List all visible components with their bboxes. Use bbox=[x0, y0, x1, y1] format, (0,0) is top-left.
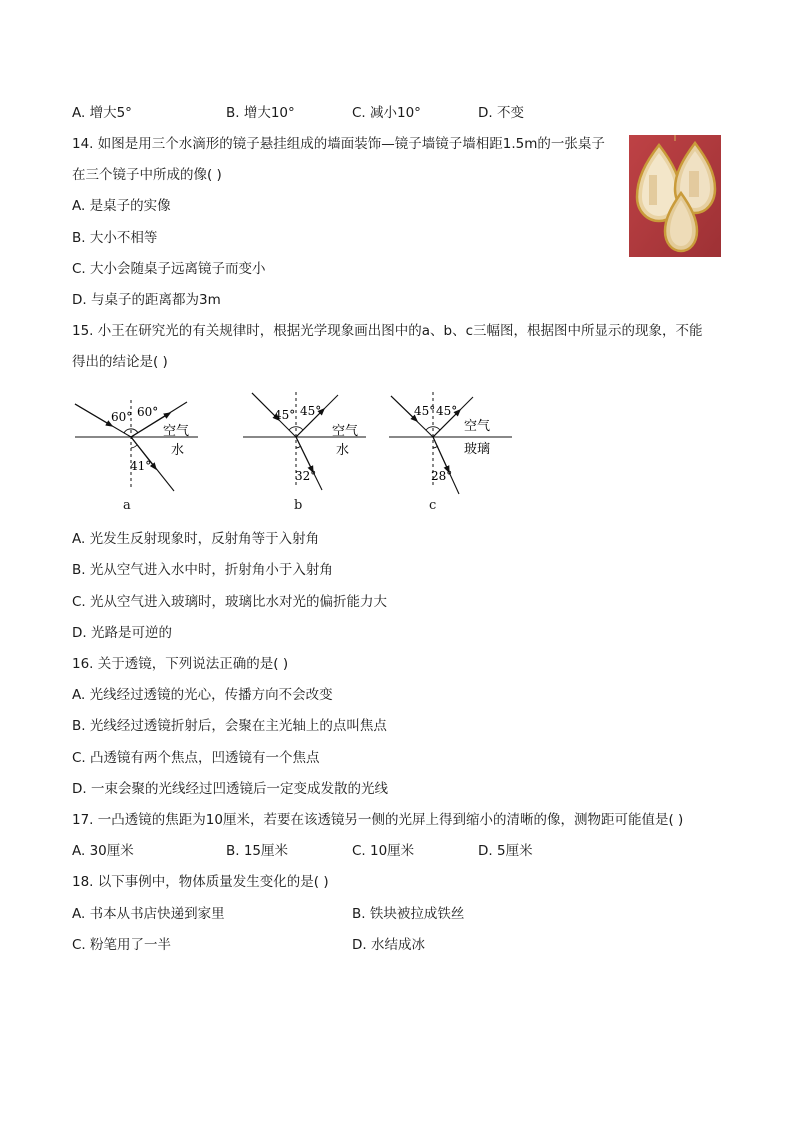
a-reflect-angle: 60° bbox=[137, 405, 159, 419]
b-incident-angle: 45° bbox=[274, 408, 296, 422]
optics-diagram-b bbox=[238, 388, 368, 502]
c-reflect-angle: 45° bbox=[436, 404, 458, 418]
q16-option-c: C. 凸透镜有两个焦点，凹透镜有一个焦点 bbox=[72, 750, 320, 766]
q16-option-b: B. 光线经过透镜折射后，会聚在主光轴上的点叫焦点 bbox=[72, 718, 387, 734]
q16-option-a: A. 光线经过透镜的光心，传播方向不会改变 bbox=[72, 687, 333, 703]
q15-option-c: C. 光从空气进入玻璃时，玻璃比水对光的偏折能力大 bbox=[72, 594, 388, 610]
q13-option-d: D. 不变 bbox=[478, 105, 524, 121]
q13-option-a: A. 增大5° bbox=[72, 105, 132, 121]
q18-option-c: C. 粉笔用了一半 bbox=[72, 937, 172, 953]
b-refract-angle: 32° bbox=[295, 469, 317, 483]
q15-stem-line1: 15. 小王在研究光的有关规律时，根据光学现象画出图中的a、b、c三幅图，根据图中所显示的现象，不能 bbox=[72, 323, 703, 339]
q14-option-a: A. 是桌子的实像 bbox=[72, 198, 171, 214]
q17-option-a: A. 30厘米 bbox=[72, 843, 134, 859]
q18-option-a: A. 书本从书店快递到家里 bbox=[72, 906, 225, 922]
q16-option-d: D. 一束会聚的光线经过凹透镜后一定变成发散的光线 bbox=[72, 781, 388, 797]
a-incident-angle: 60° bbox=[111, 410, 133, 424]
q15-option-a: A. 光发生反射现象时，反射角等于入射角 bbox=[72, 531, 320, 547]
diagram-a-label: a bbox=[123, 498, 131, 513]
optics-diagram-a bbox=[70, 388, 200, 502]
q14-stem-line2: 在三个镜子中所成的像( ) bbox=[72, 167, 222, 183]
diagram-c-label: c bbox=[429, 498, 437, 513]
q13-option-c: C. 减小10° bbox=[352, 105, 421, 121]
b-upper-medium: 空气 bbox=[332, 424, 359, 439]
q14-stem-line1: 14. 如图是用三个水滴形的镜子悬挂组成的墙面装饰—镜子墙镜子墙相距1.5m的一张桌子 bbox=[72, 136, 605, 152]
c-incident-angle: 45° bbox=[414, 404, 436, 418]
q14-option-c: C. 大小会随桌子远离镜子而变小 bbox=[72, 261, 266, 277]
b-lower-medium: 水 bbox=[336, 443, 350, 458]
q13-option-b: B. 增大10° bbox=[226, 105, 295, 121]
q18-option-d: D. 水结成冰 bbox=[352, 937, 425, 953]
q17-option-c: C. 10厘米 bbox=[352, 843, 415, 859]
optics-diagram-c bbox=[384, 388, 514, 502]
c-upper-medium: 空气 bbox=[464, 419, 491, 434]
mirror-wall-photo bbox=[629, 135, 721, 257]
q18-option-b: B. 铁块被拉成铁丝 bbox=[352, 906, 465, 922]
a-upper-medium: 空气 bbox=[163, 424, 190, 439]
q16-stem: 16. 关于透镜，下列说法正确的是( ) bbox=[72, 656, 289, 672]
q15-stem-line2: 得出的结论是( ) bbox=[72, 354, 168, 370]
a-refract-angle: 41° bbox=[130, 459, 152, 473]
q15-option-d: D. 光路是可逆的 bbox=[72, 625, 172, 641]
c-refract-angle: 28° bbox=[431, 469, 453, 483]
q17-option-d: D. 5厘米 bbox=[478, 843, 533, 859]
b-reflect-angle: 45° bbox=[300, 404, 322, 418]
q17-stem: 17. 一凸透镜的焦距为10厘米，若要在该透镜另一侧的光屏上得到缩小的清晰的像，测物距可能值是( ) bbox=[72, 812, 684, 828]
q15-option-b: B. 光从空气进入水中时，折射角小于入射角 bbox=[72, 562, 333, 578]
diagram-b-label: b bbox=[294, 498, 303, 513]
q18-stem: 18. 以下事例中，物体质量发生变化的是( ) bbox=[72, 874, 329, 890]
q17-option-b: B. 15厘米 bbox=[226, 843, 289, 859]
q14-option-d: D. 与桌子的距离都为3m bbox=[72, 292, 221, 308]
q14-option-b: B. 大小不相等 bbox=[72, 230, 158, 246]
c-lower-medium: 玻璃 bbox=[464, 442, 491, 457]
a-lower-medium: 水 bbox=[171, 443, 185, 458]
